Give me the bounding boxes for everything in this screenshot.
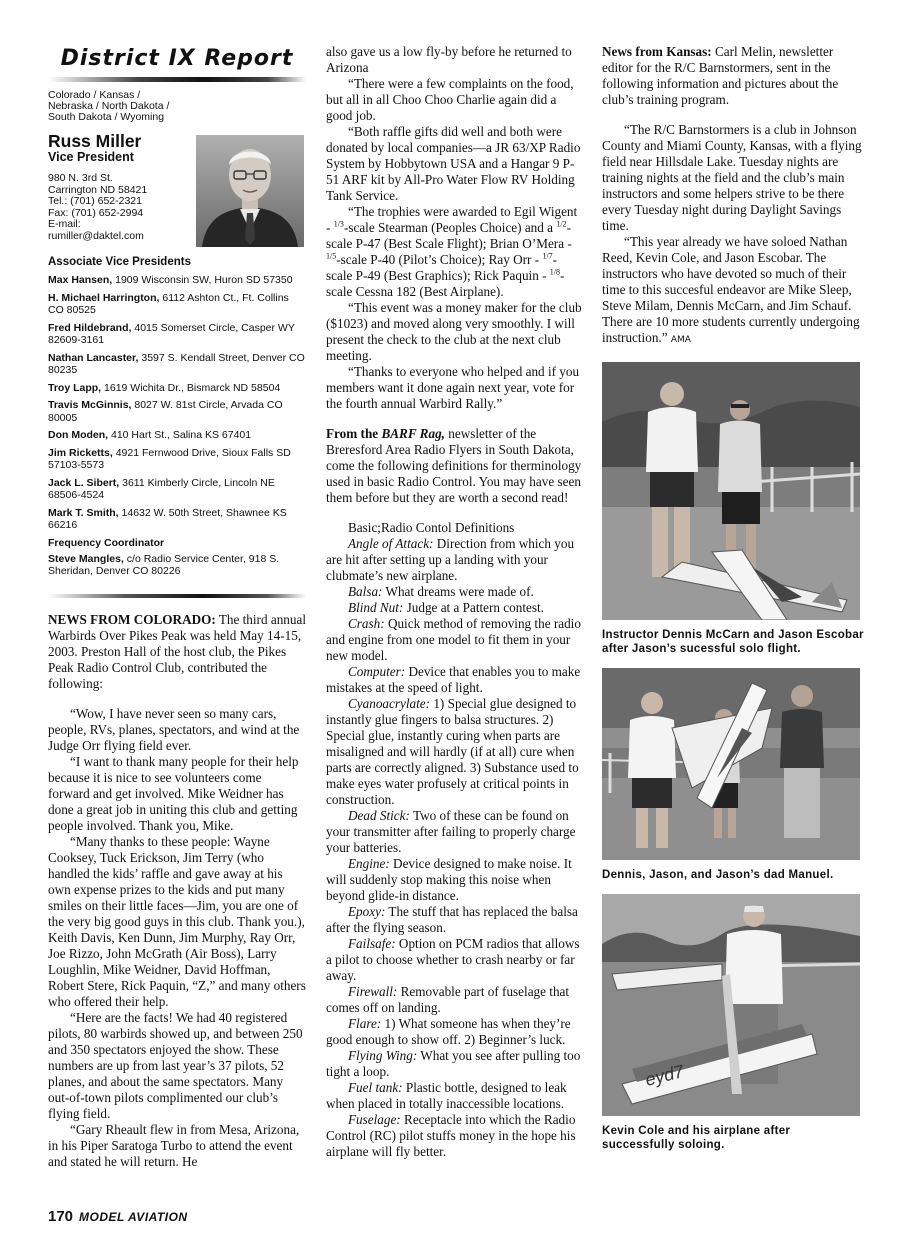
definition-term: Fuel tank: <box>348 1080 403 1095</box>
article-paragraph: “Here are the facts! We had 40 registered pilots, 80 warbirds showed up, and between 250 and 350 spectators enjoyed the show. These numbers are up from last year’s 37 pilots, 52 planes, and about the same spectators. Many out-of-town pilots complimented our club’s flying field. <box>48 1009 303 1121</box>
title-divider <box>48 77 306 82</box>
article-paragraph-text: “This year already we have soloed Nathan Reed, Kevin Cole, and Jason Escobar. The instructors who have devoted so much of their time to this succesful endeavor are Mike Sleep, Steve Milam, Dennis McCarn, and Jim Schauf. There are 10 more students currently undergoing instruction.” <box>602 234 860 345</box>
definition-text: Judge at a Pattern contest. <box>403 600 544 615</box>
kansas-lead: News from Kansas: <box>602 44 712 59</box>
definition-text: 1) Special glue designed to instantly glue fingers to balsa structures. 2) Special glue, instantly curing when parts are misaligned and will hardly (if at all) cure when parts are correctly aligned. 3) Substance used to make eyes water profusely at critical points in construction. <box>326 696 579 807</box>
district-states: Colorado / Kansas / Nebraska / North Dakota / South Dakota / Wyoming <box>48 89 170 123</box>
trophy-text: -scale Cessna 182 (Best Airplane). <box>326 268 565 299</box>
associate-name: H. Michael Harrington, <box>48 291 160 304</box>
article-paragraph: also gave us a low fly-by before he returned to Arizona <box>326 44 572 75</box>
definition-item <box>326 664 582 696</box>
associate-name: Travis McGinnis, <box>48 399 132 411</box>
kansas-intro <box>602 44 864 108</box>
associate-entry <box>48 292 306 317</box>
associate-address: 6112 Ashton Ct., Ft. Collins CO 80525 <box>48 291 289 316</box>
definition-item <box>326 984 582 1016</box>
associate-entry <box>48 382 306 395</box>
definition-term: Balsa: <box>348 584 383 599</box>
article-paragraph <box>602 234 864 348</box>
article-paragraph: “Wow, I have never seen so many cars, people, RVs, planes, spectators, and wind at the Judge Orr flying field ever. <box>48 705 300 753</box>
frequency-coordinator-heading: Frequency Coordinator <box>48 536 165 549</box>
definition-item <box>326 1016 582 1048</box>
definition-text: Receptacle into which the Radio Control (RC) pilot stuffs money in the hope his airplane will fly better. <box>326 1112 576 1159</box>
definition-item <box>326 616 582 664</box>
page-title: District IX Report <box>60 46 294 71</box>
officer-block <box>48 89 306 242</box>
coordinator-name: Steve Mangles, <box>48 552 124 565</box>
address-line: Carrington ND 58421 <box>48 183 148 196</box>
associate-entry <box>48 447 306 472</box>
scale-fraction: 1/7 <box>542 251 553 261</box>
trophy-text: “The trophies were awarded to Egil Wigent - <box>326 204 578 235</box>
definition-term: Flare: <box>348 1016 382 1031</box>
officer-title: Vice President <box>48 150 134 164</box>
definition-text: Direction from which you are hit after setting up a landing with your clubmate’s new airplane. <box>326 536 575 583</box>
associate-address: 1909 Wisconsin SW, Huron SD 57350 <box>115 274 293 286</box>
coordinator-address: c/o Radio Service Center, 918 S. Sheridan, Denver CO 80226 <box>48 552 280 577</box>
associate-name: Troy Lapp, <box>48 381 102 394</box>
definitions-heading: Basic;Radio Contol Definitions <box>348 520 515 535</box>
barf-text: newsletter of the Breresford Area Radio Flyers in South Dakota, come the following definitions for therminology used in basic Radio Control. You may have seen them before but they are worth a second read! <box>326 426 582 505</box>
definition-term: Cyanoacrylate: <box>348 696 431 711</box>
newsletter-name: BARF Rag, <box>381 426 445 441</box>
scale-fraction: 1/3 <box>333 219 344 229</box>
associate-address: 4015 Somerset Circle, Casper WY 82609-3161 <box>48 321 295 346</box>
article-paragraph: “Thanks to everyone who helped and if you members want it done again next year, vote for the fourth annual Warbird Rally.” <box>326 364 580 411</box>
definition-text: Plastic bottle, designed to leak when placed in totally inaccessible locations. <box>326 1080 567 1111</box>
scale-fraction: 1/2 <box>556 219 567 229</box>
trophy-text: -scale Stearman (Peoples Choice) and a <box>343 220 557 235</box>
associates-heading: Associate Vice Presidents <box>48 256 191 268</box>
definition-item <box>326 1048 582 1080</box>
photo-group <box>602 668 860 860</box>
definition-text: Option on PCM radios that allows a pilot to choose whether to crash nearby or far away. <box>326 936 580 983</box>
definition-item <box>326 696 582 808</box>
email-address: rumiller@daktel.com <box>48 229 144 242</box>
article-intro <box>48 612 306 692</box>
section-divider <box>48 594 306 598</box>
definition-term: Dead Stick: <box>348 808 410 823</box>
definition-term: Crash: <box>348 616 385 631</box>
kansas-intro-text: Carl Melin, newsletter editor for the R/C Barnstormers, sent in the following information and pictures about the club’s training program. <box>602 44 839 107</box>
definition-term: Blind Nut: <box>348 600 404 615</box>
officer-portrait <box>196 135 304 247</box>
associate-address: 3597 S. Kendall Street, Denver CO 80235 <box>48 351 305 376</box>
column-middle <box>326 44 582 1160</box>
associate-name: Jim Ricketts, <box>48 446 113 459</box>
address-line: 980 N. 3rd St. <box>48 172 113 184</box>
column-left <box>48 44 306 1170</box>
associate-entry <box>48 274 306 287</box>
associate-address: 4921 Fernwood Drive, Sioux Falls SD 57103-5573 <box>48 446 291 471</box>
definition-term: Failsafe: <box>348 936 396 951</box>
definition-term: Engine: <box>348 856 390 871</box>
associate-address: 8027 W. 81st Circle, Arvada CO 80005 <box>48 399 283 424</box>
barf-intro <box>326 426 582 506</box>
definition-term: Angle of Attack: <box>348 536 434 551</box>
address-line: E-mail: <box>48 218 81 230</box>
column-right <box>602 44 864 1152</box>
scale-fraction: 1/5 <box>326 251 337 261</box>
definition-item <box>326 904 582 936</box>
associate-entry <box>48 352 306 377</box>
article-paragraph: “Many thanks to these people: Wayne Cooksey, Tuck Erickson, Jim Terry (who handled the kids’ raffle and gave away at his own expense prizes to the kids and put many smiles on their little faces—Jim, you are one of the very big good guys in this club. Thank you.), Keith Davis, Ken Dunn, Jim Murphy, Ray Orr, Joe Rizzo, John McGrath (Air Boss), Larry Loughlin, Mike Weidner, David Hoffman, Robert Stere, Rick Paquin, “Z,” and many others who offered their help. <box>48 833 306 1009</box>
definition-item <box>326 536 582 584</box>
definition-text: What dreams were made of. <box>382 584 534 599</box>
associate-name: Jack L. Sibert, <box>48 476 120 489</box>
photo-caption: Kevin Cole and his airplane after successfully soloing. <box>602 1125 791 1151</box>
trophy-text: -scale P-49 (Best Graphics); Rick Paquin - <box>326 252 558 283</box>
trophy-text: -scale P-40 (Pilot’s Choice); Ray Orr - <box>336 252 543 267</box>
associate-name: Max Hansen, <box>48 274 113 286</box>
article-lead: NEWS FROM COLORADO: <box>48 611 216 627</box>
definition-term: Flying Wing: <box>348 1048 418 1063</box>
definition-term: Firewall: <box>348 984 398 999</box>
photo-instructor-student <box>602 362 860 620</box>
trophy-text: -scale P-47 (Best Scale Flight); Brian O’Mera - <box>326 220 572 251</box>
associate-address: 410 Hart St., Salina KS 67401 <box>111 429 252 441</box>
frequency-coordinator-entry <box>48 553 306 578</box>
article-paragraph: “I want to thank many people for their help because it is nice to see volunteers come forward and get involved. Mike Weidner has done a great job in uniting this club and getting people involved. Thank you, Mike. <box>48 753 299 833</box>
definition-text: Device designed to make noise. It will suddenly stop making this noise when beyond glide-in distance. <box>326 856 572 903</box>
definition-text: What you see after pulling too tight a loop. <box>326 1048 581 1079</box>
photo-kevin-airplane <box>602 894 860 1116</box>
trophies-paragraph <box>326 204 582 300</box>
associate-address: 1619 Wichita Dr., Bismarck ND 58504 <box>104 381 281 394</box>
scale-fraction: 1/8 <box>549 267 561 277</box>
associate-address: 14632 W. 50th Street, Shawnee KS 66216 <box>48 506 287 531</box>
definition-text: Device that enables you to make mistakes at the speed of light. <box>326 664 581 695</box>
associate-name: Fred Hildebrand, <box>48 321 132 334</box>
definition-text: Removable part of fuselage that comes off on landing. <box>326 984 570 1015</box>
definition-text: The stuff that has replaced the balsa after the flying season. <box>326 904 578 935</box>
address-line: Tel.: (701) 652-2321 <box>48 195 142 207</box>
article-intro-text: The third annual Warbirds Over Pikes Peak was held May 14-15, 2003. Preston Hall of the host club, the Pikes Peak Radio Control Club, contributed the following: <box>48 611 306 691</box>
officer-name: Russ Miller <box>48 131 142 151</box>
associate-name: Don Moden, <box>48 429 109 441</box>
definition-item <box>326 808 582 856</box>
definition-text: Two of these can be found on your transmitter after failing to properly charge your batteries. <box>326 808 576 855</box>
definition-item <box>326 856 582 904</box>
associate-entry <box>48 322 306 347</box>
article-paragraph: “There were a few complaints on the food, but all in all Choo Choo Charlie again did a good job. <box>326 76 574 123</box>
ama-end-mark: AMA <box>670 335 691 345</box>
associate-entry <box>48 399 306 424</box>
definition-text: Quick method of removing the radio and engine from one model to fit them in your new model. <box>326 616 581 663</box>
associate-entry <box>48 429 306 442</box>
magazine-name: MODEL AVIATION <box>79 1210 188 1224</box>
photo-caption: Instructor Dennis McCarn and Jason Escobar after Jason’s sucessful solo flight. <box>602 629 864 655</box>
associate-entry <box>48 477 306 502</box>
associate-address: 3611 Kimberly Circle, Lincoln NE 68506-4524 <box>48 476 275 501</box>
definition-item <box>326 936 582 984</box>
associate-entry <box>48 507 306 532</box>
page-number: 170 <box>48 1208 74 1225</box>
definition-term: Epoxy: <box>348 904 386 919</box>
photo-caption: Dennis, Jason, and Jason’s dad Manuel. <box>602 869 834 881</box>
definition-term: Computer: <box>348 664 406 679</box>
wing-lettering: eyd7 <box>643 1061 686 1090</box>
page-footer <box>48 1208 188 1225</box>
definition-term: Fuselage: <box>348 1112 401 1127</box>
definition-item <box>326 1112 582 1160</box>
address-line: Fax: (701) 652-2994 <box>48 206 144 219</box>
definition-item <box>326 1080 582 1112</box>
article-paragraph: “Both raffle gifts did well and both were donated by local companies—a JR 63/XP Radio System by Hobbytown USA and a Hangar 9 P-51 ARF kit by All-Pro Water Flow RV Holding Tank Service. <box>326 124 581 203</box>
definition-item <box>326 600 582 616</box>
definition-text: 1) What someone has when they’re good enough to show off. 2) Beginner’s luck. <box>326 1016 571 1047</box>
article-paragraph: “Gary Rheault flew in from Mesa, Arizona, in his Piper Saratoga Turbo to attend the event and stated he will return. He <box>48 1121 300 1169</box>
associates-list <box>48 274 306 532</box>
definition-item <box>326 584 582 600</box>
definitions-list <box>326 536 582 1160</box>
article-paragraph: “The R/C Barnstormers is a club in Johnson County and Miami County, Kansas, with a flying field near Hillsdale Lake. Tuesday nights are training nights at the field and the club’s main instructors and some helpers strive to be there every Tuesday night during Daylight Savings time. <box>602 122 862 233</box>
associate-name: Nathan Lancaster, <box>48 351 139 364</box>
barf-lead: From the <box>326 426 382 441</box>
article-paragraph: “This event was a money maker for the club ($1023) and moved along very smoothly. I will present the check to the club at the next club meeting. <box>326 300 582 363</box>
associate-name: Mark T. Smith, <box>48 506 119 519</box>
